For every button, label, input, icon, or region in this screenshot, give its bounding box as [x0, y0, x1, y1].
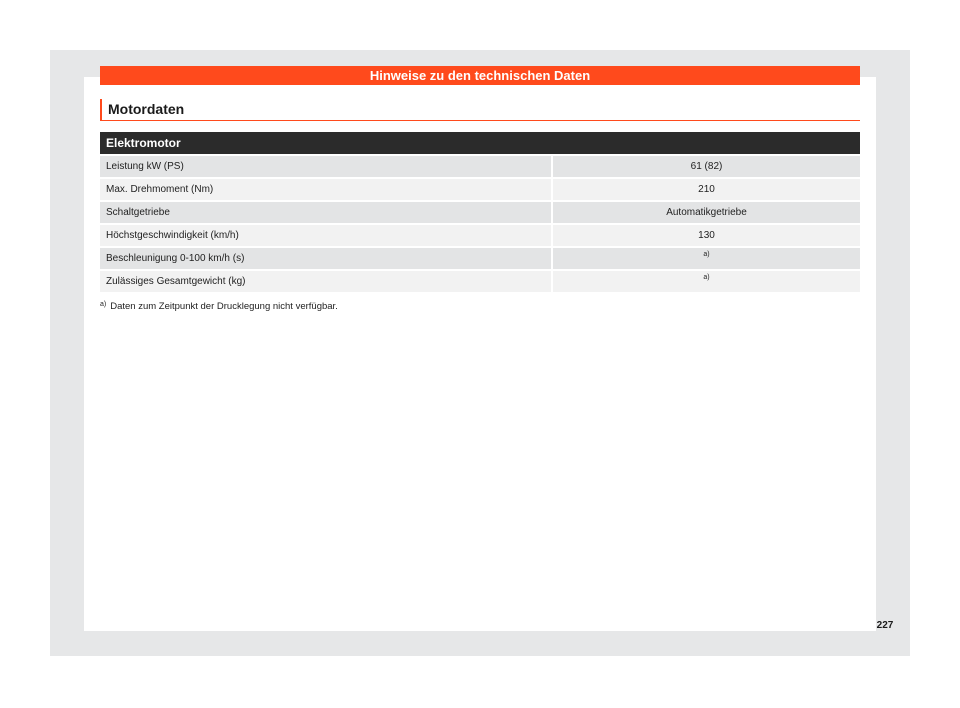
- row-value: 61 (82): [553, 156, 860, 177]
- table-row: [100, 271, 860, 292]
- table-row: [100, 248, 860, 269]
- table-row: [100, 202, 860, 223]
- table-row: [100, 156, 860, 177]
- footnote-text: Daten zum Zeitpunkt der Drucklegung nicht verfügbar.: [110, 301, 338, 312]
- row-value: [553, 248, 860, 269]
- engine-data-table: [100, 132, 860, 294]
- chapter-header: Hinweise zu den technischen Daten: [100, 66, 860, 85]
- row-value: 210: [553, 179, 860, 200]
- page-number: 227: [876, 620, 894, 631]
- section-title: Motordaten: [100, 99, 860, 121]
- table-row: [100, 179, 860, 200]
- row-label: Zulässiges Gesamtgewicht (kg): [100, 271, 551, 292]
- footnote: [100, 301, 860, 312]
- footnote-reference: a): [703, 251, 710, 258]
- table-row: [100, 225, 860, 246]
- row-value: 130: [553, 225, 860, 246]
- table-heading: Elektromotor: [100, 132, 860, 154]
- row-value: Automatikgetriebe: [553, 202, 860, 223]
- row-value: [553, 271, 860, 292]
- row-label: Höchstgeschwindigkeit (km/h): [100, 225, 551, 246]
- row-label: Max. Drehmoment (Nm): [100, 179, 551, 200]
- footnote-mark: a): [100, 301, 107, 308]
- row-label: Schaltgetriebe: [100, 202, 551, 223]
- row-label: Leistung kW (PS): [100, 156, 551, 177]
- row-label: Beschleunigung 0-100 km/h (s): [100, 248, 551, 269]
- footnote-reference: a): [703, 274, 710, 281]
